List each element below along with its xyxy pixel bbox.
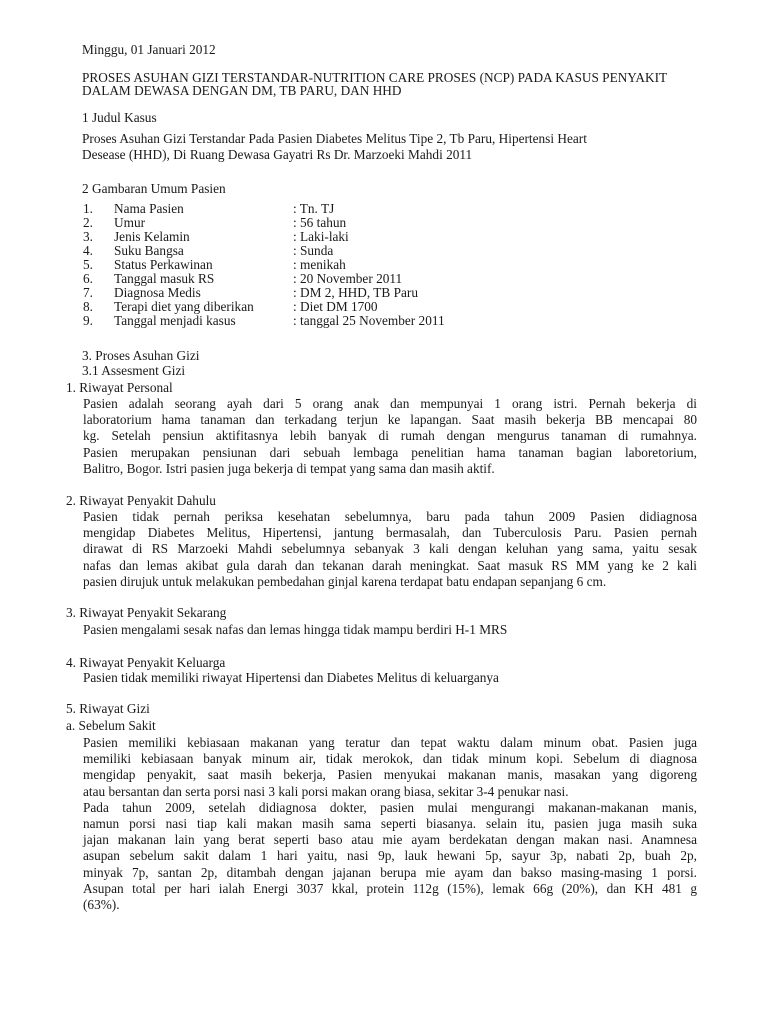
paragraph-line: minyak 7p, santan 2p, ditambah dengan jajanan berupa mie ayam dan bakso masing-masing 1 porsi. (83, 864, 697, 880)
paragraph-line: mengidap penyakit, saat masih bekerja, Pasien menyukai makanan manis, masakan yang digoreng (83, 767, 697, 783)
paragraph-line: (63%). (83, 897, 120, 913)
row-number: 7. (83, 285, 93, 300)
patient-info-row (83, 257, 503, 271)
paragraph-line: laboratorium hama tanaman dan terkadang terjun ke lapangan. Saat masih bekerja BB mencapai 80 (83, 412, 697, 428)
row-value: : 20 November 2011 (293, 271, 403, 286)
document-title-line-2: DALAM DEWASA DENGAN DM, TB PARU, DAN HHD (82, 83, 402, 98)
paragraph-line: Balitro, Bogor. Istri pasien juga bekerja di tempat yang sama dan masih aktif. (83, 460, 495, 476)
patient-info-row (83, 229, 503, 243)
document-date: Minggu, 01 Januari 2012 (82, 42, 216, 57)
riwayat-keluarga-text: Pasien tidak memiliki riwayat Hipertensi dan Diabetes Melitus di keluarganya (83, 670, 499, 685)
row-label: Jenis Kelamin (114, 229, 190, 244)
row-label: Suku Bangsa (114, 243, 184, 258)
paragraph-line: Pasien merupakan pensiunan dari sebuah lembaga penelitian hama tanaman bagian laboretorium, (83, 444, 697, 460)
paragraph-line: nafas dan lemas akibat gula darah dan tekanan darah meningkat. Saat masuk RS MM yang ke 2 kali (83, 557, 697, 573)
paragraph-line: atau bersantan dan serta porsi nasi 3 kali porsi makan orang biasa, sekitar 3-4 penukar nasi. (83, 783, 569, 799)
riwayat-sekarang-text: Pasien mengalami sesak nafas dan lemas hingga tidak mampu berdiri H-1 MRS (83, 622, 508, 637)
row-number: 2. (83, 215, 93, 230)
row-number: 8. (83, 299, 93, 314)
riwayat-gizi-label: 5. Riwayat Gizi (66, 701, 150, 716)
row-number: 9. (83, 313, 93, 328)
patient-info-row (83, 313, 503, 327)
section-3-1-heading: 3.1 Assesment Gizi (82, 363, 186, 378)
riwayat-dahulu-paragraph (83, 509, 697, 590)
row-value: : 56 tahun (293, 215, 347, 230)
paragraph-line: jajan makanan lain yang berat seperti baso atau mie ayam berdekatan dengan makan nasi. Anamnesa (83, 832, 697, 848)
section-1-text-line: Proses Asuhan Gizi Terstandar Pada Pasien Diabetes Melitus Tipe 2, Tb Paru, Hipertensi Heart (82, 131, 587, 146)
riwayat-keluarga-label: 4. Riwayat Penyakit Keluarga (66, 655, 226, 670)
riwayat-gizi-paragraph (83, 735, 697, 913)
row-label: Diagnosa Medis (114, 285, 201, 300)
row-value: : menikah (293, 257, 346, 272)
riwayat-dahulu-label: 2. Riwayat Penyakit Dahulu (66, 493, 216, 508)
patient-info-row (83, 215, 503, 229)
row-label: Tanggal masuk RS (114, 271, 215, 286)
paragraph-line: Pasien tidak pernah periksa kesehatan sebelumnya, baru pada tahun 2009 Pasien didiagnosa (83, 509, 697, 524)
row-value: : Diet DM 1700 (293, 299, 378, 314)
row-number: 5. (83, 257, 93, 272)
section-2-heading: 2 Gambaran Umum Pasien (82, 181, 226, 196)
paragraph-line: asupan sebelum sakit dalam 1 hari yaitu, nasi 9p, lauk hewani 5p, sayur 3p, nabati 2p, buah 2p, (83, 848, 697, 864)
paragraph-line: memiliki kebiasaan banyak minum air, tidak merokok, dan tidak minum kopi. Sebelum di diagnosa (83, 751, 697, 767)
row-label: Umur (114, 215, 146, 230)
row-number: 6. (83, 271, 93, 286)
row-value: : tanggal 25 November 2011 (293, 313, 445, 328)
paragraph-line: kg. Setelah pensiun aktifitasnya lebih banyak di rumah dengan mengurus tanaman di rumahnya. (83, 428, 697, 444)
paragraph-line: pasien dirujuk untuk melakukan pembedahan ginjal karena terdapat batu endapan sepanjang 6 cm. (83, 573, 607, 589)
paragraph-line: Pada tahun 2009, setelah didiagnosa dokter, pasien mulai mengurangi makanan-makanan manis, (83, 799, 697, 815)
patient-info-row (83, 299, 503, 313)
row-label: Nama Pasien (114, 201, 184, 216)
row-value: : Sunda (293, 243, 334, 258)
section-1-text-line: Desease (HHD), Di Ruang Dewasa Gayatri Rs Dr. Marzoeki Mahdi 2011 (82, 147, 473, 162)
paragraph-line: mengidap Diabetes Melitus, Hipertensi, jantung bermasalah, dan Tuberculosis Paru. Pasien pernah (83, 525, 697, 541)
paragraph-line: Pasien memiliki kebiasaan makanan yang teratur dan tepat waktu dalam minum obat. Pasien juga (83, 735, 697, 750)
row-value: : Laki-laki (293, 229, 349, 244)
row-label: Terapi diet yang diberikan (114, 299, 254, 314)
paragraph-line: dirawat di RS Marzoeki Mahdi sebelumnya sebanyak 3 kali dengan keluhan yang sama, yaitu sesak (83, 541, 697, 557)
paragraph-line: Asupan total per hari ialah Energi 3037 kkal, protein 112g (15%), lemak 66g (20%), dan KH 481 g (83, 880, 697, 896)
row-label: Status Perkawinan (114, 257, 213, 272)
row-label: Tanggal menjadi kasus (114, 313, 236, 328)
riwayat-personal-label: 1. Riwayat Personal (66, 380, 173, 395)
section-1-heading: 1 Judul Kasus (82, 110, 157, 125)
riwayat-personal-paragraph (83, 396, 697, 477)
riwayat-sekarang-label: 3. Riwayat Penyakit Sekarang (66, 605, 227, 620)
row-number: 3. (83, 229, 93, 244)
patient-info-row (83, 243, 503, 257)
sebelum-sakit-label: a. Sebelum Sakit (66, 718, 156, 733)
row-value: : DM 2, HHD, TB Paru (293, 285, 418, 300)
paragraph-line: Pasien adalah seorang ayah dari 5 orang anak dan mempunyai 1 orang istri. Pernah bekerja di (83, 396, 697, 411)
patient-info-row (83, 285, 503, 299)
patient-info-row (83, 201, 503, 215)
patient-info-row (83, 271, 503, 285)
paragraph-line: namun porsi nasi tiap kali makan masih sama seperti biasanya. selain itu, pasien juga masih suka (83, 816, 697, 832)
row-number: 4. (83, 243, 93, 258)
row-value: : Tn. TJ (293, 201, 335, 216)
row-number: 1. (83, 201, 93, 216)
document-title-line-1: PROSES ASUHAN GIZI TERSTANDAR-NUTRITION CARE PROSES (NCP) PADA KASUS PENYAKIT (82, 70, 668, 85)
section-3-heading: 3. Proses Asuhan Gizi (82, 348, 200, 363)
